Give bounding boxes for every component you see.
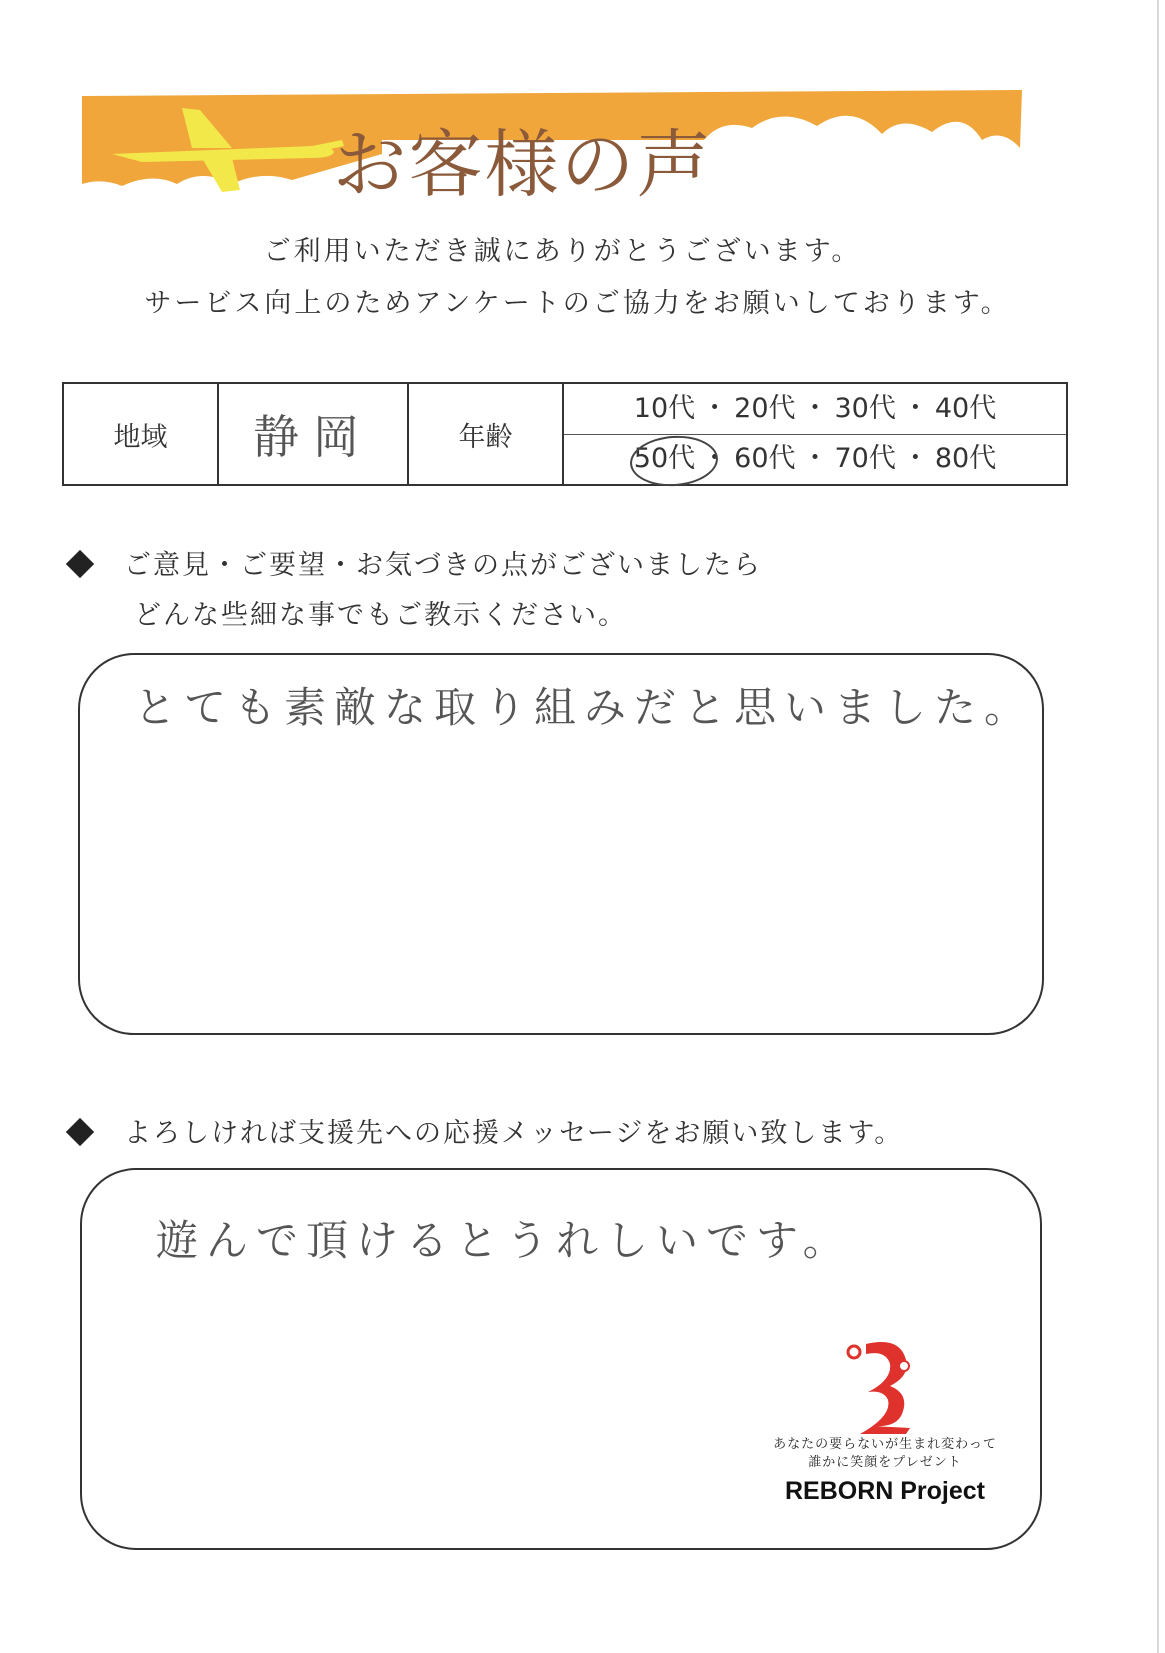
age-option[interactable]: 10代 xyxy=(633,393,696,424)
reborn-mark-icon xyxy=(840,1336,930,1436)
info-table xyxy=(62,382,1068,486)
question-2-text: よろしければ支援先への応援メッセージをお願い致します。 xyxy=(124,1118,904,1149)
age-row-2 xyxy=(564,434,1066,484)
logo-name: REBORN Project xyxy=(784,1477,986,1506)
diamond-bullet-icon xyxy=(66,1117,94,1145)
region-value: 静岡 xyxy=(253,410,373,464)
diamond-bullet-icon xyxy=(66,549,94,577)
age-option[interactable]: 70代 xyxy=(834,443,896,474)
answer-1-handwriting: とても素敵な取り組みだと思いました。 xyxy=(134,683,1035,732)
age-option-selected[interactable]: 50代 xyxy=(633,443,696,474)
age-option[interactable]: 60代 xyxy=(734,443,796,474)
answer-box-2[interactable] xyxy=(80,1168,1042,1550)
age-separator: ・ xyxy=(801,443,829,474)
age-option[interactable]: 30代 xyxy=(834,393,896,424)
age-options xyxy=(564,384,1066,484)
age-separator: ・ xyxy=(901,443,929,474)
logo-tagline-2: 誰かに笑顔をプレゼント xyxy=(808,1454,962,1470)
region-value-cell[interactable] xyxy=(219,384,409,484)
reborn-logo xyxy=(760,1336,1010,1536)
answer-box-1[interactable] xyxy=(78,653,1044,1035)
age-separator: ・ xyxy=(901,393,929,424)
region-label: 地域 xyxy=(64,384,219,484)
intro-line-1: ご利用いただき誠にありがとうございます。 xyxy=(263,236,862,267)
age-option[interactable]: 40代 xyxy=(934,393,997,424)
age-separator: ・ xyxy=(701,443,729,474)
logo-tagline-1: あなたの要らないが生まれ変わって xyxy=(773,1437,997,1452)
answer-2-handwriting: 遊んで頂けるとうれしいです。 xyxy=(156,1216,853,1265)
question-1 xyxy=(70,552,762,629)
page-title: お客様の声 xyxy=(332,122,713,208)
question-1-line-1: ご意見・ご要望・お気づきの点がございましたら xyxy=(124,550,762,581)
intro-line-2: サービス向上のためアンケートのご協力をお願いしております。 xyxy=(144,288,1011,319)
age-label: 年齢 xyxy=(409,384,564,484)
question-1-line-2: どんな些細な事でもご教示ください。 xyxy=(134,600,627,631)
age-separator: ・ xyxy=(701,393,729,424)
age-option[interactable]: 80代 xyxy=(934,443,997,474)
age-option[interactable]: 20代 xyxy=(734,393,796,424)
scan-edge xyxy=(1157,0,1159,1653)
age-separator: ・ xyxy=(801,393,829,424)
question-2 xyxy=(70,1120,903,1147)
age-row-1 xyxy=(564,384,1066,435)
